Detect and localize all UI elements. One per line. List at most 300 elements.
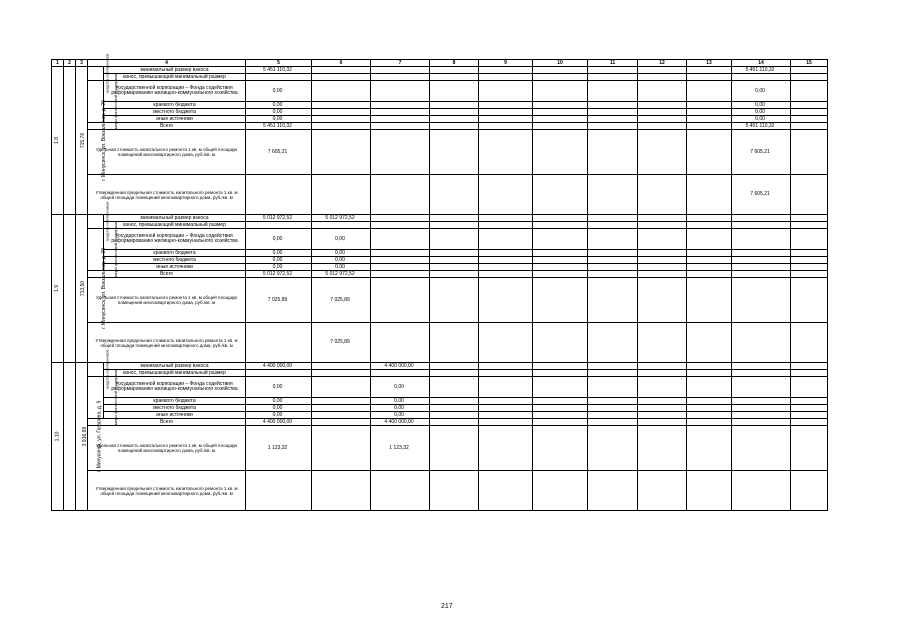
value-cell-col-6 <box>312 377 371 398</box>
value-cell-col-13 <box>687 405 732 412</box>
capital-repair-table <box>51 53 828 511</box>
value-cell-col-6: 7 025,89 <box>312 323 371 363</box>
value-cell-col-12 <box>638 257 687 264</box>
value-cell-col-9 <box>479 398 533 405</box>
value-cell-col-14: 0,00 <box>732 102 791 109</box>
row-label-over-contrib: взнос, превышающий минимальный размер <box>104 222 246 229</box>
row-label-regional: краевого бюджета <box>104 250 246 257</box>
value-cell-col-13 <box>687 398 732 405</box>
row-label-local: местного бюджета <box>104 257 246 264</box>
value-cell-col-5 <box>246 370 312 377</box>
value-cell-col-11 <box>588 426 638 471</box>
value-cell-col-5: 0,00 <box>246 257 312 264</box>
block-number: 1.8 <box>53 137 60 144</box>
value-cell-col-7: 0,00 <box>371 405 430 412</box>
value-cell-col-7 <box>371 215 430 222</box>
value-cell-col-13 <box>687 278 732 323</box>
value-cell-col-11 <box>588 412 638 419</box>
value-cell-col-15 <box>791 370 828 377</box>
value-cell-col-13 <box>687 175 732 215</box>
value-cell-col-15 <box>791 405 828 412</box>
value-cell-col-9 <box>479 109 533 116</box>
row-label-approved-cost: Утвержденная предельная стоимость капитального ремонта 1 кв. м общей площади помещений многоквартирного дома, руб./кв. м <box>88 323 246 363</box>
support-measures-label: меры финансовой поддержки <box>113 73 119 129</box>
column-number: 11 <box>588 60 638 67</box>
value-cell-col-11 <box>588 102 638 109</box>
value-cell-col-15 <box>791 175 828 215</box>
value-cell-col-15 <box>791 109 828 116</box>
value-cell-col-13 <box>687 229 732 250</box>
value-cell-col-5: 0,00 <box>246 412 312 419</box>
value-cell-col-7 <box>371 74 430 81</box>
value-cell-col-14 <box>732 370 791 377</box>
value-cell-col-8 <box>430 278 479 323</box>
value-cell-col-7: 0,00 <box>371 377 430 398</box>
value-cell-col-6 <box>312 175 371 215</box>
value-cell-col-7: 0,00 <box>371 412 430 419</box>
value-cell-col-10 <box>533 323 588 363</box>
value-cell-col-13 <box>687 257 732 264</box>
value-cell-col-5: 1 123,32 <box>246 426 312 471</box>
value-cell-col-5: 5 451 110,32 <box>246 67 312 74</box>
column-number: 15 <box>791 60 828 67</box>
value-cell-col-7 <box>371 370 430 377</box>
value-cell-col-7 <box>371 102 430 109</box>
column-number: 14 <box>732 60 791 67</box>
value-cell-col-9 <box>479 222 533 229</box>
column-number: 10 <box>533 60 588 67</box>
value-cell-col-9 <box>479 130 533 175</box>
value-cell-col-13 <box>687 471 732 511</box>
value-cell-col-14 <box>732 74 791 81</box>
value-cell-col-7 <box>371 123 430 130</box>
value-cell-col-6 <box>312 74 371 81</box>
value-cell-col-13 <box>687 130 732 175</box>
value-cell-col-15 <box>791 116 828 123</box>
value-cell-col-12 <box>638 278 687 323</box>
row-label-total: Всего <box>88 419 246 426</box>
value-cell-col-8 <box>430 109 479 116</box>
value-cell-col-6 <box>312 116 371 123</box>
value-cell-col-13 <box>687 363 732 370</box>
value-cell-col-7: 4 400 000,00 <box>371 419 430 426</box>
value-cell-col-15 <box>791 377 828 398</box>
table-row <box>52 278 828 323</box>
value-cell-col-15 <box>791 229 828 250</box>
value-cell-col-9 <box>479 271 533 278</box>
value-cell-col-13 <box>687 250 732 257</box>
column-number: 2 <box>64 60 76 67</box>
value-cell-col-7 <box>371 109 430 116</box>
value-cell-col-8 <box>430 81 479 102</box>
value-cell-col-14 <box>732 323 791 363</box>
value-cell-col-5 <box>246 323 312 363</box>
table-row <box>52 264 828 271</box>
value-cell-col-14 <box>732 222 791 229</box>
value-cell-col-15 <box>791 264 828 271</box>
value-cell-col-9 <box>479 377 533 398</box>
value-cell-col-15 <box>791 215 828 222</box>
column-number: 3 <box>76 60 88 67</box>
value-cell-col-12 <box>638 130 687 175</box>
value-cell-col-10 <box>533 419 588 426</box>
column-number: 12 <box>638 60 687 67</box>
value-cell-col-6 <box>312 222 371 229</box>
value-cell-col-6: 7 025,89 <box>312 278 371 323</box>
row-label-unit-cost: Удельная стоимость капитального ремонта 1 кв. м общей площади помещений многоквартирного дома, руб./кв. м <box>88 426 246 471</box>
value-cell-col-14 <box>732 398 791 405</box>
value-cell-col-12 <box>638 323 687 363</box>
column-number: 1 <box>52 60 64 67</box>
value-cell-col-7: 0,00 <box>371 398 430 405</box>
value-cell-col-10 <box>533 229 588 250</box>
column-number: 7 <box>371 60 430 67</box>
owners-funds-label: средства собственников <box>105 53 110 94</box>
value-cell-col-5 <box>246 471 312 511</box>
value-cell-col-10 <box>533 363 588 370</box>
value-cell-col-15 <box>791 278 828 323</box>
table-row <box>52 363 828 370</box>
area-cell <box>76 215 88 363</box>
value-cell-col-8 <box>430 175 479 215</box>
value-cell-col-12 <box>638 102 687 109</box>
value-cell-col-15 <box>791 67 828 74</box>
support-measures-label: меры финансовой поддержки <box>113 369 119 425</box>
value-cell-col-7 <box>371 229 430 250</box>
value-cell-col-5: 5 012 972,52 <box>246 215 312 222</box>
value-cell-col-12 <box>638 109 687 116</box>
column-number: 5 <box>246 60 312 67</box>
value-cell-col-6: 5 012 972,52 <box>312 215 371 222</box>
value-cell-col-8 <box>430 471 479 511</box>
value-cell-col-5: 4 400 000,00 <box>246 419 312 426</box>
row-label-over-contrib: взнос, превышающий минимальный размер <box>104 74 246 81</box>
value-cell-col-12 <box>638 229 687 250</box>
value-cell-col-11 <box>588 398 638 405</box>
support-measures-label: меры финансовой поддержки <box>113 221 119 277</box>
value-cell-col-11 <box>588 271 638 278</box>
value-cell-col-14 <box>732 215 791 222</box>
value-cell-col-10 <box>533 215 588 222</box>
value-cell-col-12 <box>638 405 687 412</box>
value-cell-col-8 <box>430 257 479 264</box>
value-cell-col-11 <box>588 257 638 264</box>
value-cell-col-14: 5 451 110,32 <box>732 67 791 74</box>
value-cell-col-7 <box>371 81 430 102</box>
value-cell-col-8 <box>430 102 479 109</box>
value-cell-col-10 <box>533 398 588 405</box>
value-cell-col-5: 0,00 <box>246 377 312 398</box>
value-cell-col-15 <box>791 250 828 257</box>
value-cell-col-14: 0,00 <box>732 109 791 116</box>
column-number: 8 <box>430 60 479 67</box>
column-number: 4 <box>88 60 246 67</box>
value-cell-col-12 <box>638 426 687 471</box>
value-cell-col-7 <box>371 130 430 175</box>
table-row <box>52 370 828 377</box>
value-cell-col-11 <box>588 67 638 74</box>
value-cell-col-8 <box>430 116 479 123</box>
column-number: 9 <box>479 60 533 67</box>
value-cell-col-15 <box>791 398 828 405</box>
value-cell-col-5: 0,00 <box>246 229 312 250</box>
value-cell-col-8 <box>430 426 479 471</box>
value-cell-col-15 <box>791 323 828 363</box>
value-cell-col-8 <box>430 363 479 370</box>
value-cell-col-15 <box>791 471 828 511</box>
value-cell-col-15 <box>791 102 828 109</box>
value-cell-col-13 <box>687 419 732 426</box>
value-cell-col-11 <box>588 323 638 363</box>
value-cell-col-10 <box>533 74 588 81</box>
value-cell-col-10 <box>533 257 588 264</box>
table-row <box>52 377 828 398</box>
value-cell-col-7 <box>371 271 430 278</box>
area: 713,50 <box>80 280 87 297</box>
value-cell-col-7: 1 123,32 <box>371 426 430 471</box>
owners-funds-cell <box>88 53 110 94</box>
capital-repair-table-sheet <box>51 53 827 497</box>
value-cell-col-13 <box>687 271 732 278</box>
area-cell <box>76 363 88 511</box>
value-cell-col-12 <box>638 264 687 271</box>
value-cell-col-12 <box>638 74 687 81</box>
row-label-fund: государственной корпорации – Фонда содействия реформированию жилищно-коммунального хозяйства <box>104 81 246 102</box>
value-cell-col-10 <box>533 271 588 278</box>
value-cell-col-8 <box>430 271 479 278</box>
value-cell-col-7 <box>371 264 430 271</box>
value-cell-col-14 <box>732 264 791 271</box>
value-cell-col-15 <box>791 257 828 264</box>
block-number-cell <box>52 67 64 215</box>
value-cell-col-9 <box>479 363 533 370</box>
value-cell-col-14 <box>732 405 791 412</box>
value-cell-col-15 <box>791 419 828 426</box>
value-cell-col-10 <box>533 264 588 271</box>
value-cell-col-5: 0,00 <box>246 250 312 257</box>
value-cell-col-14: 0,00 <box>732 81 791 102</box>
value-cell-col-6 <box>312 67 371 74</box>
value-cell-col-15 <box>791 271 828 278</box>
value-cell-col-7 <box>371 116 430 123</box>
value-cell-col-13 <box>687 222 732 229</box>
value-cell-col-7 <box>371 67 430 74</box>
row-label-other: иные источники <box>104 116 246 123</box>
value-cell-col-8 <box>430 130 479 175</box>
value-cell-col-7: 4 400 000,00 <box>371 363 430 370</box>
value-cell-col-9 <box>479 175 533 215</box>
table-row <box>52 67 828 74</box>
value-cell-col-13 <box>687 264 732 271</box>
value-cell-col-13 <box>687 426 732 471</box>
value-cell-col-5 <box>246 222 312 229</box>
row-label-approved-cost: Утвержденная предельная стоимость капитального ремонта 1 кв. м общей площади помещений многоквартирного дома, руб./кв. м <box>88 175 246 215</box>
value-cell-col-11 <box>588 250 638 257</box>
row-label-local: местного бюджета <box>104 109 246 116</box>
value-cell-col-10 <box>533 426 588 471</box>
value-cell-col-10 <box>533 102 588 109</box>
value-cell-col-8 <box>430 222 479 229</box>
row-label-regional: краевого бюджета <box>104 102 246 109</box>
value-cell-col-15 <box>791 412 828 419</box>
value-cell-col-14 <box>732 363 791 370</box>
value-cell-col-6 <box>312 398 371 405</box>
value-cell-col-9 <box>479 102 533 109</box>
value-cell-col-10 <box>533 405 588 412</box>
value-cell-col-9 <box>479 215 533 222</box>
table-row <box>52 426 828 471</box>
area-cell <box>76 67 88 215</box>
table-row <box>52 102 828 109</box>
value-cell-col-11 <box>588 377 638 398</box>
value-cell-col-15 <box>791 426 828 471</box>
value-cell-col-11 <box>588 229 638 250</box>
value-cell-col-14 <box>732 271 791 278</box>
value-cell-col-11 <box>588 405 638 412</box>
value-cell-col-10 <box>533 116 588 123</box>
value-cell-col-9 <box>479 257 533 264</box>
value-cell-col-8 <box>430 67 479 74</box>
value-cell-col-7 <box>371 323 430 363</box>
value-cell-col-10 <box>533 109 588 116</box>
value-cell-col-12 <box>638 271 687 278</box>
table-row <box>52 215 828 222</box>
value-cell-col-12 <box>638 363 687 370</box>
value-cell-col-10 <box>533 130 588 175</box>
value-cell-col-13 <box>687 81 732 102</box>
table-row <box>52 81 828 102</box>
value-cell-col-11 <box>588 471 638 511</box>
block-number: 1.9 <box>53 285 60 292</box>
value-cell-col-10 <box>533 370 588 377</box>
table-row <box>52 419 828 426</box>
value-cell-col-13 <box>687 102 732 109</box>
value-cell-col-8 <box>430 323 479 363</box>
table-row <box>52 123 828 130</box>
value-cell-col-9 <box>479 405 533 412</box>
owners-funds-label: средства собственников <box>105 349 110 390</box>
value-cell-col-6: 5 012 972,52 <box>312 271 371 278</box>
value-cell-col-10 <box>533 81 588 102</box>
table-row <box>52 130 828 175</box>
value-cell-col-12 <box>638 215 687 222</box>
value-cell-col-14 <box>732 250 791 257</box>
row-label-fund: государственной корпорации – Фонда содействия реформированию жилищно-коммунального хозяйства <box>104 229 246 250</box>
row-label-min-contrib: минимальный размер взноса <box>104 363 246 370</box>
value-cell-col-7 <box>371 278 430 323</box>
value-cell-col-9 <box>479 264 533 271</box>
row-label-total: Всего <box>88 271 246 278</box>
value-cell-col-15 <box>791 363 828 370</box>
column-number: 6 <box>312 60 371 67</box>
value-cell-col-15 <box>791 222 828 229</box>
value-cell-col-8 <box>430 250 479 257</box>
value-cell-col-10 <box>533 123 588 130</box>
value-cell-col-6: 0,00 <box>312 264 371 271</box>
value-cell-col-11 <box>588 116 638 123</box>
value-cell-col-11 <box>588 109 638 116</box>
table-row <box>52 471 828 511</box>
value-cell-col-7 <box>371 257 430 264</box>
value-cell-col-5: 0,00 <box>246 405 312 412</box>
table-row <box>52 74 828 81</box>
value-cell-col-8 <box>430 229 479 250</box>
value-cell-col-9 <box>479 81 533 102</box>
table-row <box>52 250 828 257</box>
value-cell-col-6 <box>312 102 371 109</box>
value-cell-col-7 <box>371 250 430 257</box>
owners-funds-cell <box>88 201 110 242</box>
value-cell-col-15 <box>791 74 828 81</box>
value-cell-col-15 <box>791 123 828 130</box>
value-cell-col-13 <box>687 116 732 123</box>
value-cell-col-10 <box>533 175 588 215</box>
value-cell-col-6 <box>312 370 371 377</box>
page-number: 217 <box>441 603 453 610</box>
area: 715,76 <box>80 132 87 149</box>
table-row <box>52 271 828 278</box>
value-cell-col-11 <box>588 363 638 370</box>
address: г. Минусинск, ул. Вокзальная, д. 26 <box>101 99 108 182</box>
value-cell-col-6: 0,00 <box>312 257 371 264</box>
value-cell-col-11 <box>588 278 638 323</box>
table-row <box>52 109 828 116</box>
table-row <box>52 412 828 419</box>
value-cell-col-14: 7 605,21 <box>732 175 791 215</box>
row-label-min-contrib: минимальный размер взноса <box>104 67 246 74</box>
value-cell-col-13 <box>687 412 732 419</box>
value-cell-col-14 <box>732 278 791 323</box>
value-cell-col-9 <box>479 67 533 74</box>
value-cell-col-13 <box>687 74 732 81</box>
row-label-other: иные источники <box>104 412 246 419</box>
value-cell-col-6 <box>312 412 371 419</box>
value-cell-col-10 <box>533 67 588 74</box>
value-cell-col-15 <box>791 81 828 102</box>
value-cell-col-11 <box>588 264 638 271</box>
table-row <box>52 229 828 250</box>
value-cell-col-5: 0,00 <box>246 264 312 271</box>
value-cell-col-6: 0,00 <box>312 250 371 257</box>
row-label-approved-cost: Утвержденная предельная стоимость капитального ремонта 1 кв. м общей площади помещений многоквартирного дома, руб./кв. м <box>88 471 246 511</box>
value-cell-col-13 <box>687 67 732 74</box>
row-label-local: местного бюджета <box>104 405 246 412</box>
value-cell-col-12 <box>638 222 687 229</box>
value-cell-col-10 <box>533 412 588 419</box>
value-cell-col-6 <box>312 419 371 426</box>
value-cell-col-6 <box>312 81 371 102</box>
value-cell-col-10 <box>533 250 588 257</box>
value-cell-col-9 <box>479 74 533 81</box>
value-cell-col-8 <box>430 215 479 222</box>
value-cell-col-5: 0,00 <box>246 116 312 123</box>
value-cell-col-9 <box>479 370 533 377</box>
value-cell-col-10 <box>533 377 588 398</box>
value-cell-col-12 <box>638 377 687 398</box>
value-cell-col-6 <box>312 130 371 175</box>
value-cell-col-12 <box>638 123 687 130</box>
row-label-over-contrib: взнос, превышающий минимальный размер <box>104 370 246 377</box>
value-cell-col-9 <box>479 471 533 511</box>
value-cell-col-11 <box>588 175 638 215</box>
value-cell-col-11 <box>588 222 638 229</box>
value-cell-col-12 <box>638 419 687 426</box>
value-cell-col-14 <box>732 229 791 250</box>
value-cell-col-9 <box>479 323 533 363</box>
value-cell-col-12 <box>638 471 687 511</box>
value-cell-col-8 <box>430 74 479 81</box>
value-cell-col-10 <box>533 471 588 511</box>
